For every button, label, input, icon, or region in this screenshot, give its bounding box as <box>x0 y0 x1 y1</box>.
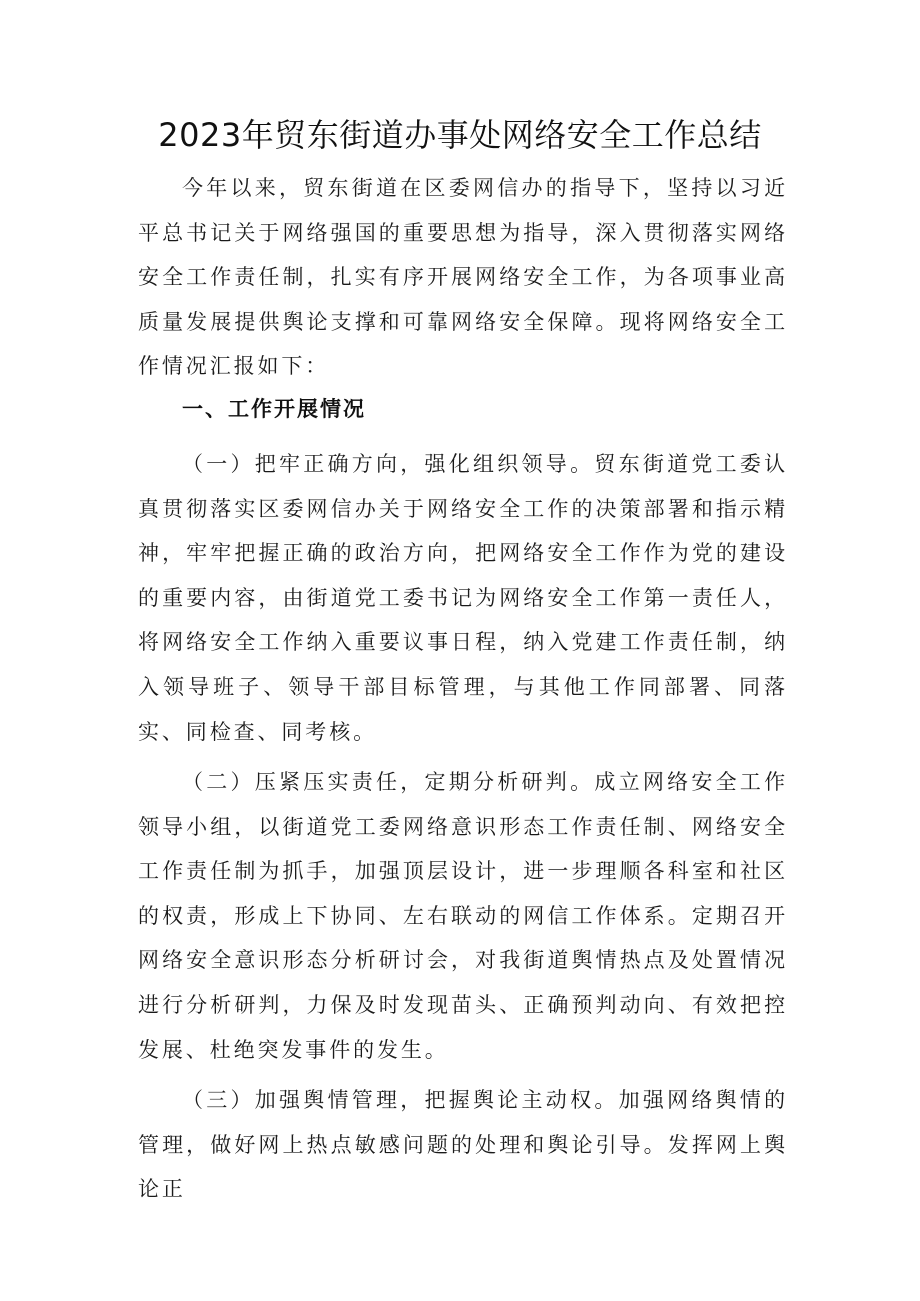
subsection-paragraph-3: （三）加强舆情管理，把握舆论主动权。加强网络舆情的管理，做好网上热点敏感问题的处理和舆论引导。发挥网上舆论正 <box>138 1088 788 1202</box>
intro-paragraph: 今年以来，贸东街道在区委网信办的指导下，坚持以习近平总书记关于网络强国的重要思想为指导，深入贯彻落实网络安全工作责任制，扎实有序开展网络安全工作，为各项事业高质量发展提供舆论支撑和可靠网络安全保障。现将网络安全工作情况汇报如下： <box>138 176 788 379</box>
subsection-paragraph-1: （一）把牢正确方向，强化组织领导。贸东街道党工委认真贯彻落实区委网信办关于网络安全工作的决策部署和指示精神，牢牢把握正确的政治方向，把网络安全工作作为党的建设的重要内容，由街道党工委书记为网络安全工作第一责任人，将网络安全工作纳入重要议事日程，纳入党建工作责任制，纳入领导班子、领导干部目标管理，与其他工作同部署、同落实、同检查、同考核。 <box>138 452 788 744</box>
subsection-paragraph-2: （二）压紧压实责任，定期分析研判。成立网络安全工作领导小组，以街道党工委网络意识形态工作责任制、网络安全工作责任制为抓手，加强顶层设计，进一步理顺各科室和社区的权责，形成上下协同、左右联动的网信工作体系。定期召开网络安全意识形态分析研讨会，对我街道舆情热点及处置情况进行分析研判，力保及时发现苗头、正确预判动向、有效把控发展、杜绝突发事件的发生。 <box>138 770 788 1062</box>
document-title: 2023年贸东街道办事处网络安全工作总结 <box>158 116 762 154</box>
section-heading-work-status: 一、工作开展情况 <box>182 397 366 421</box>
